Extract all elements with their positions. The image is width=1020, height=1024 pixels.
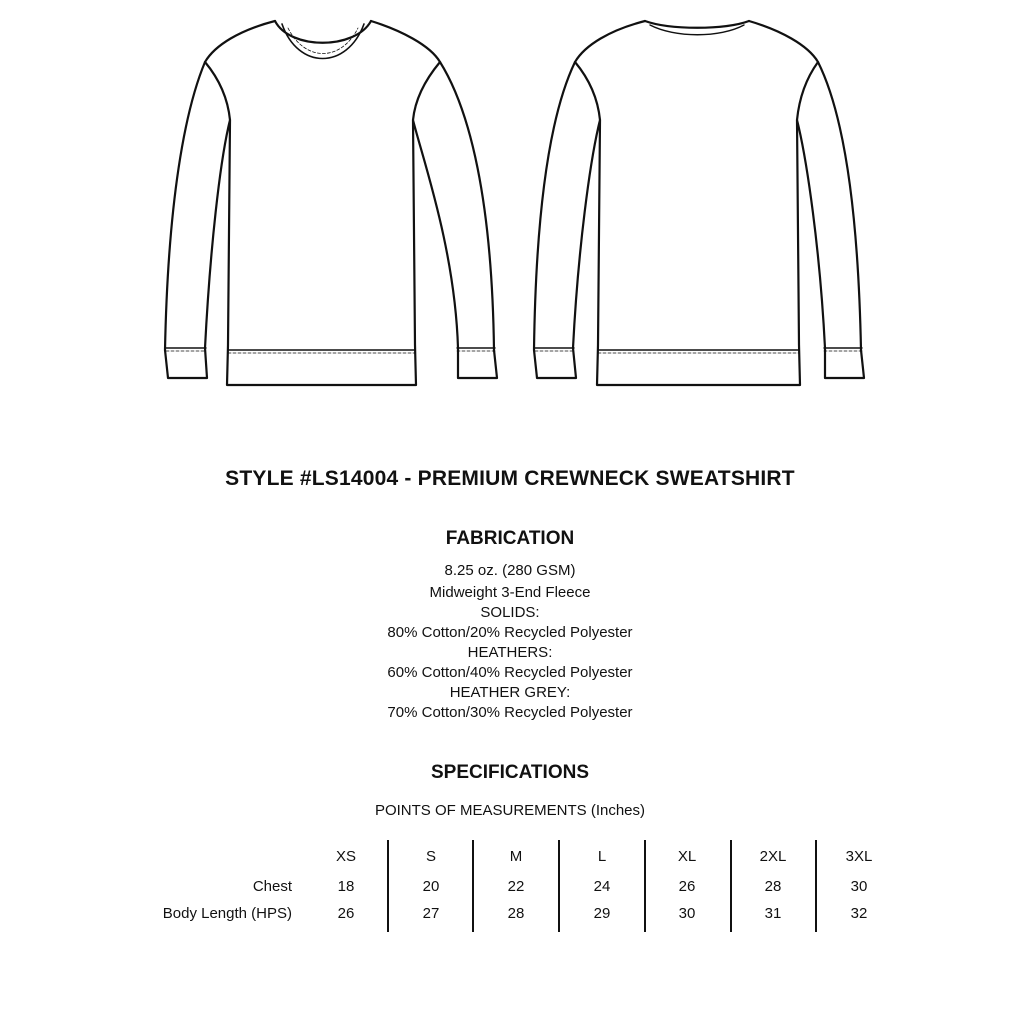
- fabric-type: Midweight 3-End Fleece: [429, 584, 591, 601]
- heather-grey-content: 70% Cotton/30% Recycled Polyester: [387, 704, 633, 721]
- heathers-content: 60% Cotton/40% Recycled Polyester: [387, 664, 633, 681]
- garment-flat-sketches: [0, 0, 1020, 420]
- size-header: 2XL: [759, 848, 787, 865]
- size-header: 3XL: [845, 848, 873, 865]
- measurement-table: [0, 840, 1020, 940]
- size-header: XS: [335, 848, 356, 865]
- row-label-body-length: Body Length (HPS): [162, 905, 292, 922]
- solids-label: SOLIDS:: [480, 604, 540, 621]
- points-of-measurement-caption: POINTS OF MEASUREMENTS (Inches): [374, 802, 646, 819]
- style-title: STYLE #LS14004 - PREMIUM CREWNECK SWEATSHIRT: [225, 467, 795, 490]
- chest-value: 26: [678, 878, 696, 895]
- size-header: S: [425, 848, 436, 865]
- body-length-value: 26: [337, 905, 355, 922]
- chest-value: 20: [422, 878, 440, 895]
- chest-value: 22: [507, 878, 525, 895]
- fabric-weight: 8.25 oz. (280 GSM): [444, 562, 576, 579]
- solids-content: 80% Cotton/20% Recycled Polyester: [387, 624, 633, 641]
- body-length-value: 29: [593, 905, 611, 922]
- specifications-heading: SPECIFICATIONS: [431, 762, 589, 783]
- front-view-sketch: [165, 21, 497, 385]
- heathers-label: HEATHERS:: [467, 644, 553, 661]
- column-divider: [387, 840, 389, 932]
- column-divider: [730, 840, 732, 932]
- column-divider: [815, 840, 817, 932]
- size-header: L: [597, 848, 607, 865]
- column-divider: [472, 840, 474, 932]
- body-length-value: 30: [678, 905, 696, 922]
- column-divider: [558, 840, 560, 932]
- fabrication-heading: FABRICATION: [445, 528, 575, 549]
- chest-value: 28: [764, 878, 782, 895]
- chest-value: 30: [850, 878, 868, 895]
- body-length-value: 27: [422, 905, 440, 922]
- back-view-sketch: [534, 21, 864, 385]
- size-header: XL: [677, 848, 697, 865]
- body-length-value: 31: [764, 905, 782, 922]
- heather-grey-label: HEATHER GREY:: [449, 684, 571, 701]
- body-length-value: 28: [507, 905, 525, 922]
- column-divider: [644, 840, 646, 932]
- fabrication-details: [0, 561, 1020, 723]
- chest-value: 24: [593, 878, 611, 895]
- row-label-chest: Chest: [252, 878, 292, 895]
- body-length-value: 32: [850, 905, 868, 922]
- chest-value: 18: [337, 878, 355, 895]
- size-header: M: [509, 848, 523, 865]
